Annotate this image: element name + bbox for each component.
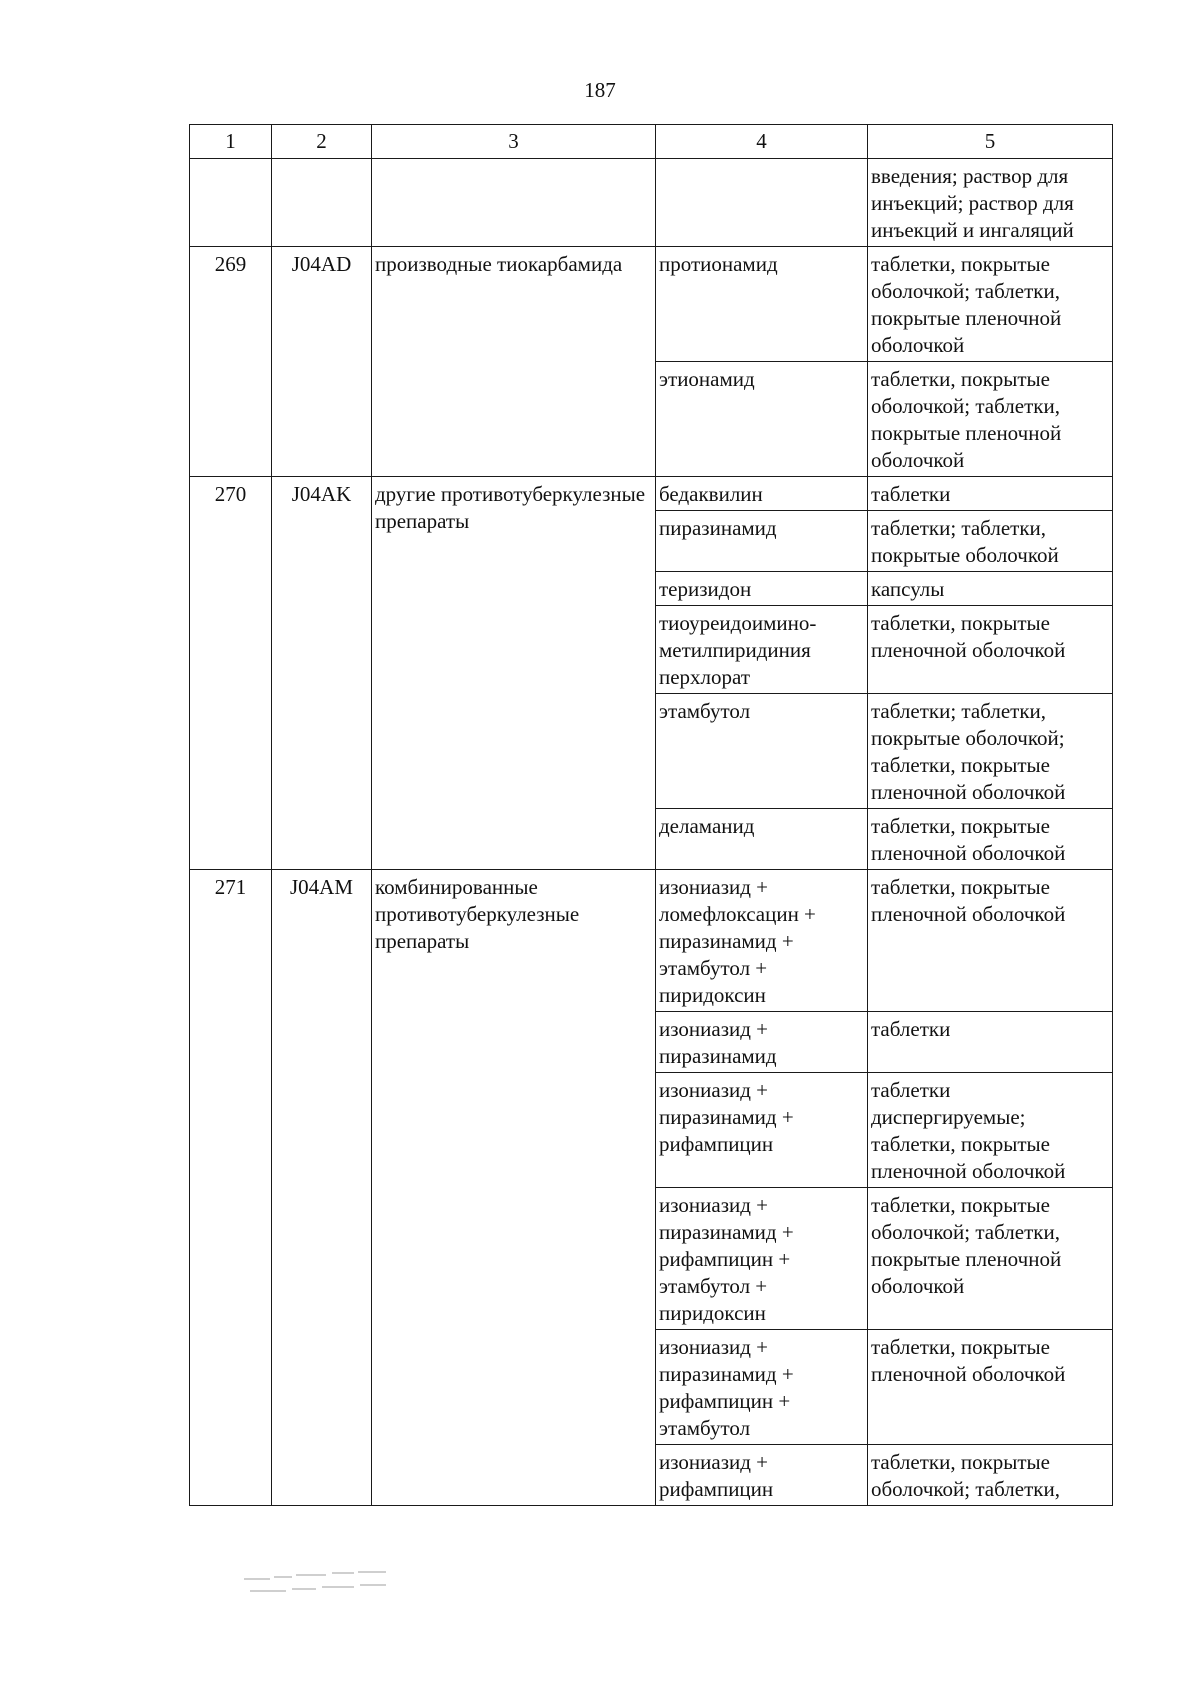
dosage-form-cell: таблетки, покрытые оболочкой; таблетки, покрытые пленочной оболочкой: [868, 247, 1113, 362]
substance-cell: изониазид + ломефлоксацин + пиразинамид + этамбутол + пиридоксин: [656, 870, 868, 1012]
faded-stamp-mark: [240, 1568, 430, 1608]
group-name: комбинированные противотуберкулезные препараты: [372, 870, 656, 1506]
row-number: 269: [190, 247, 272, 477]
continuation-row: [190, 159, 1113, 247]
dosage-form-cell: таблетки: [868, 477, 1113, 511]
dosage-form-cell: таблетки, покрытые оболочкой; таблетки, покрытые пленочной оболочкой: [868, 1188, 1113, 1330]
substance-cell: теризидон: [656, 572, 868, 606]
dosage-form-cell: капсулы: [868, 572, 1113, 606]
substance-cell: пиразинамид: [656, 511, 868, 572]
drug-list-table: [189, 124, 1113, 1506]
row-number: 271: [190, 870, 272, 1506]
column-header: 2: [272, 125, 372, 159]
substance-cell: деламанид: [656, 809, 868, 870]
empty-cell: [272, 159, 372, 247]
dosage-form-cell: таблетки; таблетки, покрытые оболочкой; таблетки, покрытые пленочной оболочкой: [868, 694, 1113, 809]
empty-cell: [656, 159, 868, 247]
group-name: другие противотуберкулезные препараты: [372, 477, 656, 870]
atc-code: J04AM: [272, 870, 372, 1506]
substance-cell: этионамид: [656, 362, 868, 477]
substance-cell: изониазид + пиразинамид + рифампицин: [656, 1073, 868, 1188]
dosage-form-cell: таблетки диспергируемые; таблетки, покрытые пленочной оболочкой: [868, 1073, 1113, 1188]
dosage-form-cell: таблетки, покрытые оболочкой; таблетки, покрытые пленочной оболочкой: [868, 362, 1113, 477]
table-row: [190, 247, 1113, 362]
column-header: 1: [190, 125, 272, 159]
column-header: 4: [656, 125, 868, 159]
substance-cell: изониазид + пиразинамид + рифампицин + этамбутол + пиридоксин: [656, 1188, 868, 1330]
header-row: [190, 125, 1113, 159]
dosage-form-cell: введения; раствор для инъекций; раствор для инъекций и ингаляций: [868, 159, 1113, 247]
substance-cell: бедаквилин: [656, 477, 868, 511]
page-number: 187: [584, 78, 616, 102]
empty-cell: [372, 159, 656, 247]
dosage-form-cell: таблетки, покрытые оболочкой; таблетки,: [868, 1445, 1113, 1506]
dosage-form-cell: таблетки: [868, 1012, 1113, 1073]
row-number: 270: [190, 477, 272, 870]
table-row: [190, 870, 1113, 1012]
substance-cell: изониазид + пиразинамид + рифампицин + этамбутол: [656, 1330, 868, 1445]
atc-code: J04AD: [272, 247, 372, 477]
dosage-form-cell: таблетки, покрытые пленочной оболочкой: [868, 809, 1113, 870]
substance-cell: изониазид + пиразинамид: [656, 1012, 868, 1073]
atc-code: J04AK: [272, 477, 372, 870]
substance-cell: тиоуреидоимино-метилпиридиния перхлорат: [656, 606, 868, 694]
column-header: 3: [372, 125, 656, 159]
dosage-form-cell: таблетки, покрытые пленочной оболочкой: [868, 606, 1113, 694]
group-name: производные тиокарбамида: [372, 247, 656, 477]
empty-cell: [190, 159, 272, 247]
dosage-form-cell: таблетки; таблетки, покрытые оболочкой: [868, 511, 1113, 572]
substance-cell: этамбутол: [656, 694, 868, 809]
dosage-form-cell: таблетки, покрытые пленочной оболочкой: [868, 1330, 1113, 1445]
dosage-form-cell: таблетки, покрытые пленочной оболочкой: [868, 870, 1113, 1012]
substance-cell: протионамид: [656, 247, 868, 362]
column-header: 5: [868, 125, 1113, 159]
table-row: [190, 477, 1113, 511]
substance-cell: изониазид + рифампицин: [656, 1445, 868, 1506]
